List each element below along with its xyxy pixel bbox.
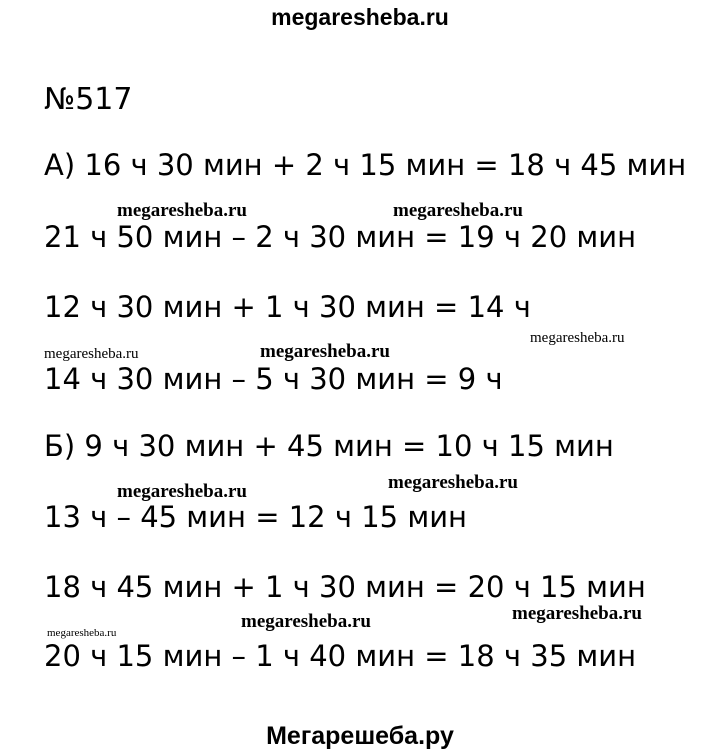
watermark: megaresheba.ru	[44, 346, 139, 362]
watermark: megaresheba.ru	[388, 472, 518, 493]
watermark: megaresheba.ru	[241, 611, 371, 632]
solution-line-a2: 21 ч 50 мин – 2 ч 30 мин = 19 ч 20 мин	[44, 220, 637, 254]
solution-line-b4: 20 ч 15 мин – 1 ч 40 мин = 18 ч 35 мин	[44, 639, 637, 673]
solution-line-b3: 18 ч 45 мин + 1 ч 30 мин = 20 ч 15 мин	[44, 570, 646, 604]
watermark: megaresheba.ru	[512, 603, 642, 624]
watermark: megaresheba.ru	[117, 200, 247, 221]
solution-line-a1: А) 16 ч 30 мин + 2 ч 15 мин = 18 ч 45 мин	[44, 148, 687, 182]
solution-line-b1: Б) 9 ч 30 мин + 45 мин = 10 ч 15 мин	[44, 429, 614, 463]
task-number: №517	[44, 82, 133, 117]
solution-line-a4: 14 ч 30 мин – 5 ч 30 мин = 9 ч	[44, 362, 503, 396]
watermark: megaresheba.ru	[117, 481, 247, 502]
site-footer: Мегарешеба.ру	[266, 722, 454, 750]
watermark: megaresheba.ru	[260, 341, 390, 362]
watermark: megaresheba.ru	[47, 627, 117, 639]
site-header: megaresheba.ru	[271, 4, 449, 30]
solution-line-b2: 13 ч – 45 мин = 12 ч 15 мин	[44, 500, 468, 534]
solution-line-a3: 12 ч 30 мин + 1 ч 30 мин = 14 ч	[44, 290, 531, 324]
watermark: megaresheba.ru	[530, 330, 625, 346]
watermark: megaresheba.ru	[393, 200, 523, 221]
